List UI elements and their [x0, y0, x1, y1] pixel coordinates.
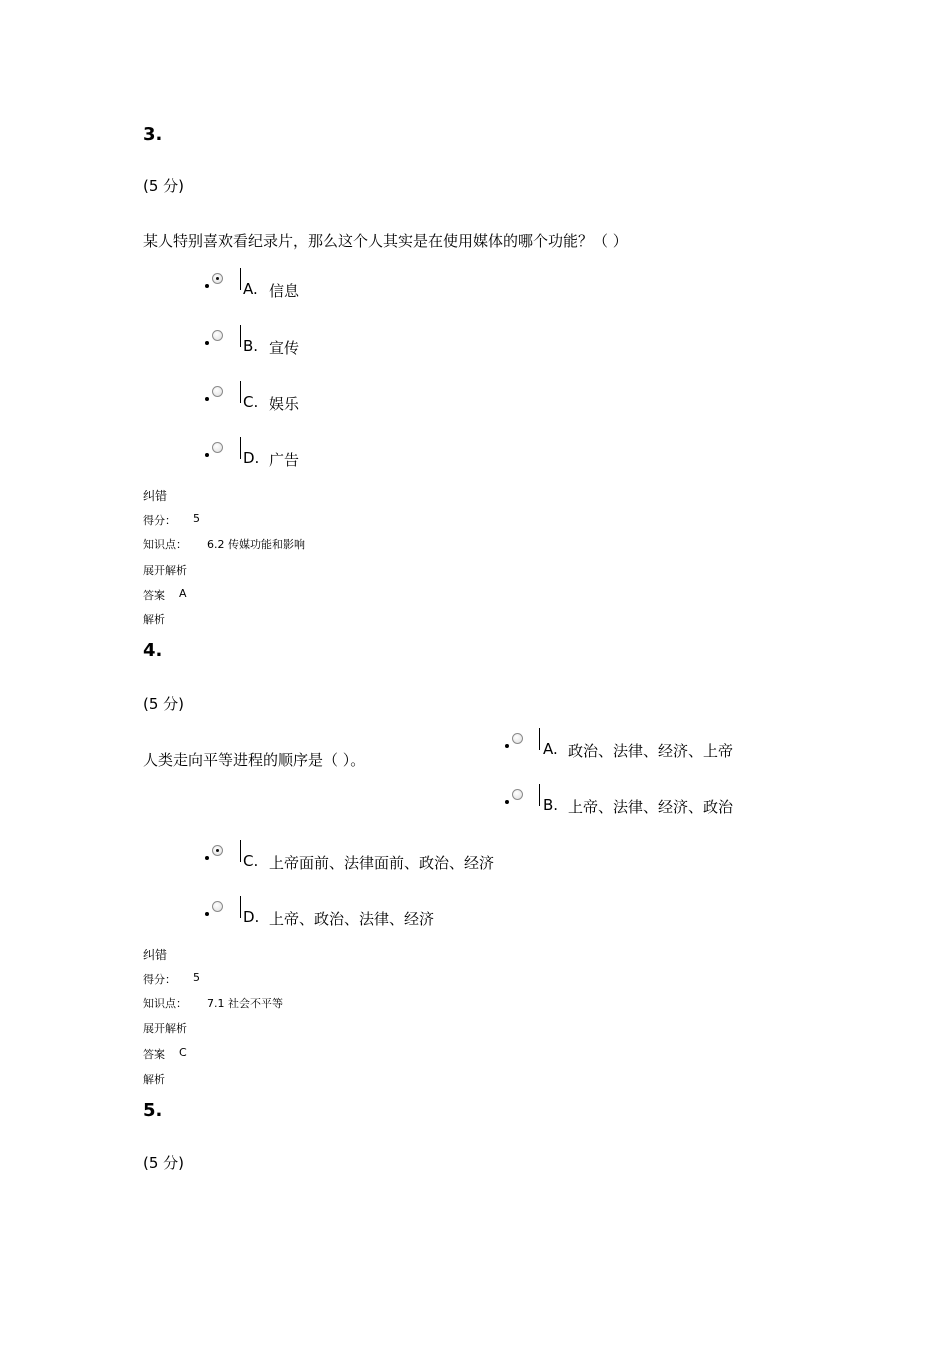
radio-button[interactable] — [205, 330, 229, 352]
option-letter: B. — [543, 796, 559, 814]
option-letter: D. — [243, 449, 260, 467]
option-letter: B. — [243, 337, 259, 355]
option-letter: C. — [243, 852, 259, 870]
expand-analysis-link[interactable]: 展开解析 — [143, 564, 187, 577]
question-stem: 人类走向平等进程的顺序是（ ）。 — [143, 751, 366, 769]
radio-unchecked-icon — [212, 386, 223, 397]
radio-button[interactable] — [205, 386, 229, 408]
question-score: (5 分) — [143, 695, 185, 713]
radio-button[interactable] — [205, 901, 229, 923]
option-letter: D. — [243, 908, 260, 926]
radio-unchecked-icon — [212, 330, 223, 341]
option-text: 上帝、法律、经济、政治 — [568, 798, 734, 816]
radio-unchecked-icon — [212, 442, 223, 453]
option-text: 上帝、政治、法律、经济 — [269, 910, 435, 928]
radio-checked-icon — [212, 845, 223, 856]
radio-button[interactable] — [205, 845, 229, 867]
option-text: 信息 — [269, 282, 300, 300]
radio-button[interactable] — [205, 273, 229, 295]
score-label: 得分： — [143, 514, 176, 527]
option-text: 宣传 — [269, 339, 300, 357]
answer-value: C — [179, 1046, 187, 1059]
option-text: 上帝面前、法律面前、政治、经济 — [269, 854, 495, 872]
expand-analysis-link[interactable]: 展开解析 — [143, 1022, 187, 1035]
answer-label: 答案 — [143, 1048, 165, 1061]
score-label: 得分： — [143, 973, 176, 986]
answer-label: 答案 — [143, 589, 165, 602]
option-text: 娱乐 — [269, 395, 300, 413]
radio-button[interactable] — [505, 789, 529, 811]
correction-link[interactable]: 纠错 — [143, 489, 168, 503]
radio-unchecked-icon — [512, 789, 523, 800]
question-stem: 某人特别喜欢看纪录片，那么这个人其实是在使用媒体的哪个功能？（ ） — [143, 232, 628, 250]
answer-value: A — [179, 587, 187, 600]
knowledge-label: 知识点： — [143, 538, 187, 551]
analysis-label: 解析 — [143, 1073, 165, 1086]
score-value: 5 — [193, 971, 200, 984]
option-letter: A. — [243, 280, 258, 298]
question-number: 3. — [143, 124, 163, 145]
score-value: 5 — [193, 512, 200, 525]
radio-unchecked-icon — [212, 901, 223, 912]
option-text: 政治、法律、经济、上帝 — [568, 742, 734, 760]
question-score: (5 分) — [143, 1154, 185, 1172]
radio-unchecked-icon — [512, 733, 523, 744]
question-number: 4. — [143, 640, 163, 661]
option-letter: A. — [543, 740, 558, 758]
radio-button[interactable] — [505, 733, 529, 755]
knowledge-value: 7.1 社会不平等 — [207, 997, 283, 1010]
radio-button[interactable] — [205, 442, 229, 464]
knowledge-value: 6.2 传媒功能和影响 — [207, 538, 305, 551]
correction-link[interactable]: 纠错 — [143, 948, 168, 962]
knowledge-label: 知识点： — [143, 997, 187, 1010]
analysis-label: 解析 — [143, 613, 165, 626]
question-number: 5. — [143, 1100, 163, 1121]
radio-checked-icon — [212, 273, 223, 284]
option-letter: C. — [243, 393, 259, 411]
question-score: (5 分) — [143, 177, 185, 195]
option-text: 广告 — [269, 451, 300, 469]
